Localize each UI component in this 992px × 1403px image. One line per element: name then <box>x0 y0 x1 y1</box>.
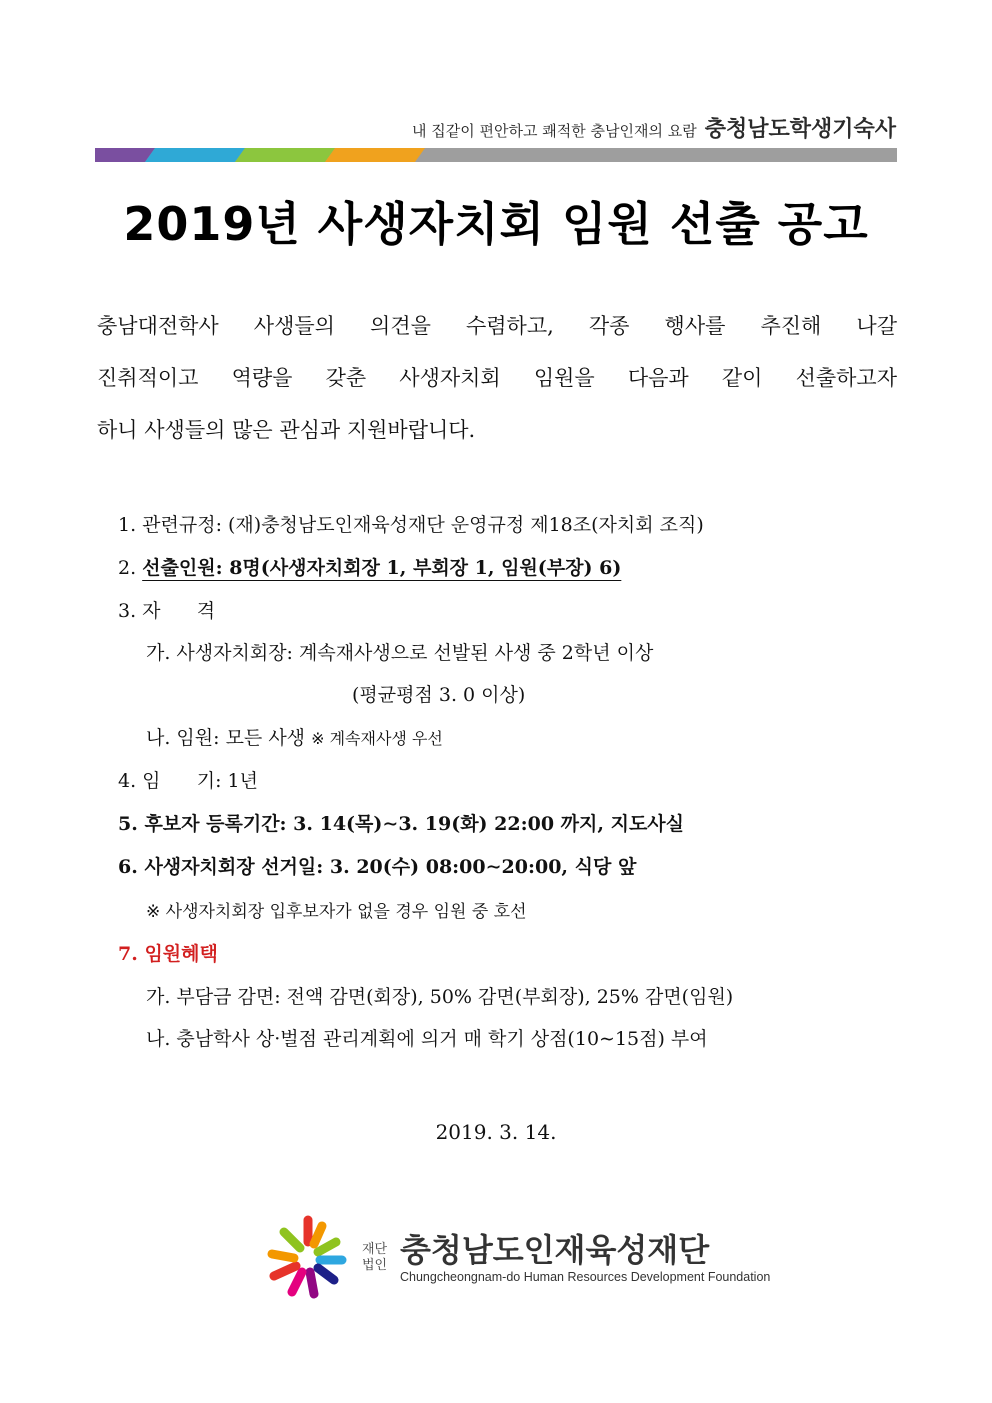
item-3b-officers <box>146 723 443 750</box>
intro-line: 진취적이고 역량을 갖춘 사생자치회 임원을 다음과 같이 선출하고자 <box>97 366 897 390</box>
foundation-logo-icon <box>262 1212 354 1304</box>
notice-date: 2019. 3. 14. <box>435 1120 557 1144</box>
bar-segment-orange <box>325 148 425 162</box>
item-2-selection-count <box>118 553 621 580</box>
item-5-registration: 5. 후보자 등록기간: 3. 14(목)∼3. 19(화) 22:00 까지, 지도사실 <box>118 813 685 835</box>
item-3-qualification: 3. 자 격 <box>118 600 216 622</box>
item-6-note: ※ 사생자치회장 입후보자가 없을 경우 임원 중 호선 <box>146 902 527 922</box>
header-tagline <box>412 112 896 143</box>
item-1-regulation: 1. 관련규정: (재)충청남도인재육성재단 운영규정 제18조(자치회 조직) <box>118 514 704 536</box>
foundation-english-name: Chungcheongnam-do Human Resources Development Foundation <box>400 1270 771 1284</box>
item-7b-merit-points: 나. 충남학사 상·벌점 관리계획에 의거 매 학기 상점(10∼15점) 부여 <box>146 1028 708 1050</box>
item-7-benefits: 7. 임원혜택 <box>118 943 218 965</box>
bar-segment-green <box>235 148 335 162</box>
item-3a-president: 가. 사생자치회장: 계속재사생으로 선발된 사생 중 2학년 이상 <box>146 642 654 664</box>
header-color-bar <box>95 148 897 162</box>
header-org-name: 충청남도학생기숙사 <box>704 117 896 142</box>
foundation-type-label <box>362 1242 392 1274</box>
foundation-text <box>400 1232 770 1284</box>
header-slogan: 내 집같이 편안하고 쾌적한 충남인재의 요람 <box>412 122 697 140</box>
intro-paragraph <box>97 300 897 456</box>
intro-line: 충남대전학사 사생들의 의견을 수렴하고, 각종 행사를 추진해 나갈 <box>97 314 897 338</box>
item-4-term: 4. 임 기: 1년 <box>118 770 258 792</box>
intro-line: 하니 사생들의 많은 관심과 지원바랍니다. <box>97 418 476 442</box>
foundation-name: 충청남도인재육성재단 <box>400 1231 710 1269</box>
item-6-election-day: 6. 사생자치회장 선거일: 3. 20(수) 08:00∼20:00, 식당 앞 <box>118 856 637 878</box>
foundation-type-2: 법인 <box>362 1258 388 1273</box>
item-3b-note: ※ 계속재사생 우선 <box>311 729 443 748</box>
item-7a-fee-reduction: 가. 부담금 감면: 전액 감면(회장), 50% 감면(부회장), 25% 감면(임원) <box>146 986 734 1008</box>
foundation-type-1: 재단 <box>362 1242 388 1257</box>
foundation-logo <box>262 1212 770 1304</box>
item-2-text: 선출인원: 8명(사생자치회장 1, 부회장 1, 임원(부장) 6) <box>142 557 622 579</box>
bar-segment-purple <box>95 148 155 162</box>
bar-segment-blue <box>145 148 245 162</box>
item-3a-gpa: (평균평점 3. 0 이상) <box>352 684 526 706</box>
page-title: 2019년 사생자치회 임원 선출 공고 <box>123 197 869 251</box>
item-2-number: 2. <box>118 557 143 579</box>
item-3b-text: 나. 임원: 모든 사생 <box>146 727 306 749</box>
